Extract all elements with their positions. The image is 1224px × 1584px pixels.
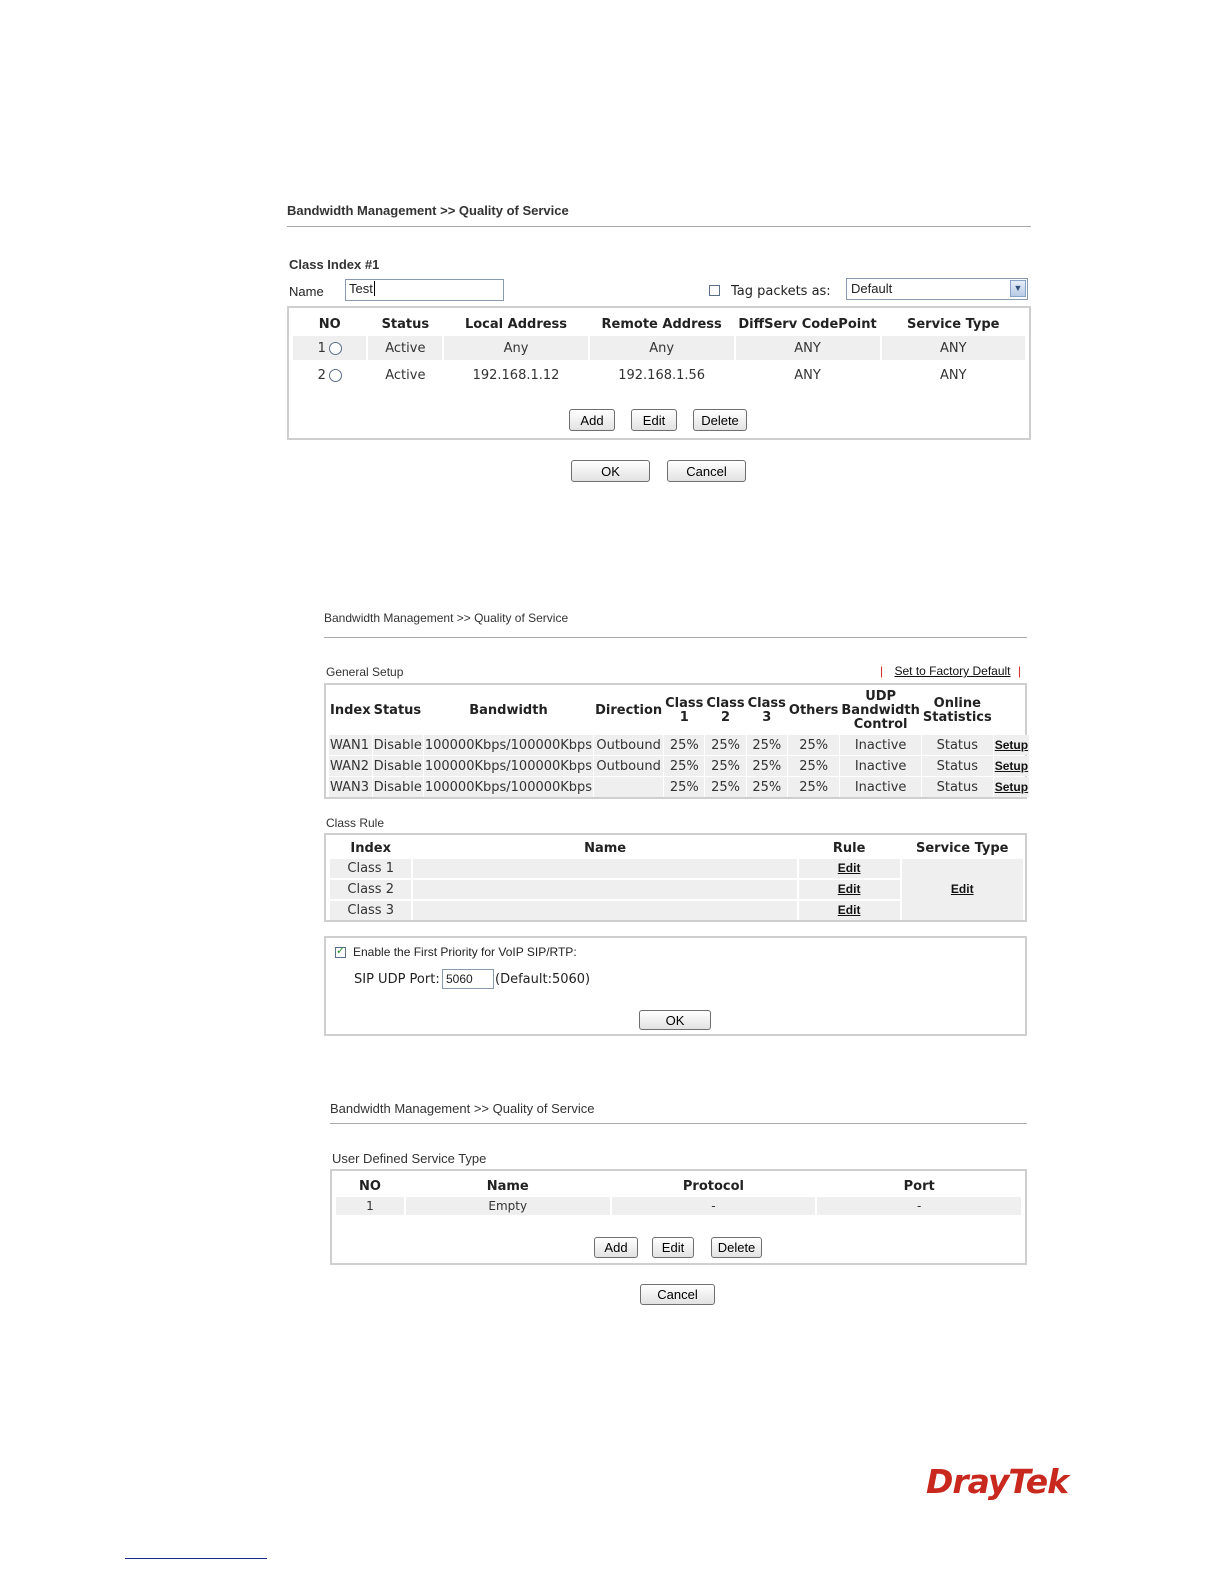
row-bandwidth: 100000Kbps/100000Kbps (424, 735, 593, 755)
row-others: 25% (788, 777, 840, 797)
row-setup (994, 756, 1029, 776)
header-no: NO (318, 316, 341, 332)
row-udp: Inactive (840, 777, 920, 797)
delete-button[interactable]: Delete (711, 1237, 762, 1258)
factory-default-group (880, 664, 1021, 678)
cancel-button[interactable]: Cancel (667, 460, 746, 482)
service-type-edit-link[interactable]: Edit (950, 882, 974, 896)
row-class3: 25% (747, 735, 787, 755)
class-rule-table (328, 837, 1025, 922)
separator: | (880, 664, 884, 678)
row-udp: Inactive (840, 735, 920, 755)
header-port: Port (903, 1178, 935, 1194)
row-local: Any (444, 336, 588, 360)
general-setup-table (328, 687, 1030, 798)
header-status: Status (381, 316, 430, 332)
check-icon: ✓ (336, 944, 346, 957)
voip-priority-checkbox[interactable] (335, 944, 346, 958)
row-index: WAN3 (329, 777, 372, 797)
row-class1: 25% (664, 777, 704, 797)
row-direction: Outbound (594, 756, 663, 776)
setup-link[interactable]: Setup (994, 758, 1029, 773)
row-index: Class 1 (330, 859, 411, 878)
cancel-button[interactable]: Cancel (640, 1284, 715, 1305)
user-defined-box (330, 1169, 1027, 1265)
header-class2: Class 2 (706, 696, 745, 725)
footer-line (125, 1558, 267, 1559)
row-no: 1 (293, 336, 366, 360)
service-type-cell (902, 859, 1024, 920)
user-defined-title: User Defined Service Type (332, 1151, 487, 1166)
header-diffserv: DiffServ CodePoint (738, 316, 877, 332)
class-rule-box (324, 833, 1027, 922)
ok-button[interactable]: OK (639, 1010, 711, 1030)
row-others: 25% (788, 756, 840, 776)
header-udp-bandwidth-control: UDP Bandwidth Control (841, 689, 920, 732)
general-setup-title: General Setup (326, 665, 404, 679)
table-row (293, 336, 1025, 360)
name-input[interactable]: Test (345, 279, 504, 301)
header-no: NO (358, 1178, 381, 1194)
tag-packets-label: Tag packets as: (731, 284, 831, 299)
voip-priority-label: Enable the First Priority for VoIP SIP/RTP: (353, 945, 577, 959)
general-setup-box (324, 683, 1027, 799)
row-status: Disable (373, 735, 423, 755)
sip-port-label: SIP UDP Port: (354, 972, 440, 987)
table-row (329, 735, 1029, 755)
row-select-radio[interactable] (329, 342, 342, 355)
row-statistics: Status (922, 735, 993, 755)
row-name (413, 859, 796, 878)
row-service: ANY (939, 367, 967, 383)
row-direction (594, 777, 663, 797)
rule-edit-link[interactable]: Edit (837, 903, 861, 917)
user-defined-table (334, 1175, 1023, 1217)
row-status: Active (385, 367, 426, 383)
row-index: WAN2 (329, 756, 372, 776)
row-index: WAN1 (329, 735, 372, 755)
breadcrumb: Bandwidth Management >> Quality of Service (330, 1101, 595, 1116)
row-remote: 192.168.1.56 (618, 367, 706, 383)
row-diffserv: ANY (736, 336, 880, 360)
ok-button[interactable]: OK (571, 460, 650, 482)
header-online-statistics: Online Statistics (922, 696, 992, 725)
name-label: Name (289, 284, 324, 299)
row-setup (994, 777, 1029, 797)
header-remote-address: Remote Address (601, 316, 722, 332)
divider (287, 226, 1031, 227)
header-name: Name (486, 1178, 529, 1194)
row-setup (994, 735, 1029, 755)
add-button[interactable]: Add (569, 409, 615, 431)
separator: | (1017, 664, 1021, 678)
header-index: Index (330, 703, 371, 718)
row-diffserv: ANY (794, 367, 821, 383)
row-status: Disable (373, 756, 423, 776)
header-direction: Direction (595, 703, 663, 718)
row-name (413, 901, 796, 920)
header-protocol: Protocol (682, 1178, 744, 1194)
table-row (336, 1197, 1021, 1215)
row-bandwidth: 100000Kbps/100000Kbps (424, 777, 593, 797)
row-class3: 25% (747, 777, 787, 797)
row-rule (799, 859, 900, 878)
row-bandwidth: 100000Kbps/100000Kbps (424, 756, 593, 776)
row-status: Disable (373, 777, 423, 797)
row-no: 2 (293, 362, 366, 388)
table-row (293, 362, 1025, 388)
setup-link[interactable]: Setup (994, 737, 1029, 752)
header-local-address: Local Address (464, 316, 568, 332)
sip-port-input[interactable]: 5060 (442, 969, 494, 989)
row-class1: 25% (664, 756, 704, 776)
row-statistics: Status (922, 756, 993, 776)
voip-box (324, 936, 1027, 1036)
row-class3: 25% (747, 756, 787, 776)
header-index: Index (350, 840, 391, 856)
header-rule: Rule (832, 840, 866, 856)
header-class1: Class 1 (665, 696, 704, 725)
row-class2: 25% (705, 777, 745, 797)
row-class2: 25% (705, 735, 745, 755)
edit-button[interactable]: Edit (652, 1237, 694, 1258)
row-port: - (817, 1197, 1021, 1215)
rule-edit-link[interactable]: Edit (837, 861, 861, 875)
row-class2: 25% (705, 756, 745, 776)
header-bandwidth: Bandwidth (469, 703, 548, 718)
setup-link[interactable]: Setup (994, 779, 1029, 794)
divider (324, 637, 1027, 638)
row-service: ANY (882, 336, 1026, 360)
header-name: Name (584, 840, 627, 856)
add-button[interactable]: Add (594, 1237, 638, 1258)
row-statistics: Status (922, 777, 993, 797)
breadcrumb: Bandwidth Management >> Quality of Service (287, 203, 569, 218)
row-protocol: - (612, 1197, 816, 1215)
set-factory-default-link[interactable]: Set to Factory Default (894, 664, 1011, 678)
table-row (330, 859, 1023, 878)
chevron-down-icon: ▼ (1010, 280, 1026, 297)
row-class1: 25% (664, 735, 704, 755)
rule-edit-link[interactable]: Edit (837, 882, 861, 896)
class-rule-title: Class Rule (326, 816, 385, 830)
row-udp: Inactive (840, 756, 920, 776)
class-rule-box (287, 306, 1031, 440)
header-status: Status (373, 703, 422, 718)
header-service-type: Service Type (907, 316, 1000, 332)
row-remote: Any (590, 336, 734, 360)
header-service-type: Service Type (916, 840, 1009, 856)
header-class3: Class 3 (747, 696, 786, 725)
breadcrumb: Bandwidth Management >> Quality of Service (324, 611, 569, 625)
draytek-logo: DrayTek (926, 1462, 1069, 1501)
row-index: Class 2 (330, 880, 411, 899)
header-setup (994, 688, 1029, 734)
row-status: Active (368, 336, 442, 360)
row-name (413, 880, 796, 899)
divider (330, 1123, 1027, 1124)
tag-packets-checkbox[interactable] (709, 285, 720, 296)
row-local: 192.168.1.12 (472, 367, 560, 383)
sip-port-default: (Default:5060) (495, 972, 591, 987)
tag-packets-select[interactable]: Default ▼ (846, 278, 1028, 300)
row-rule (799, 901, 900, 920)
row-select-radio[interactable] (329, 369, 342, 382)
row-direction: Outbound (594, 735, 663, 755)
row-index: Class 3 (330, 901, 411, 920)
class-index-title: Class Index #1 (289, 257, 380, 272)
row-no: 1 (336, 1197, 404, 1215)
row-rule (799, 880, 900, 899)
class-rule-table (291, 312, 1027, 390)
row-others: 25% (788, 735, 840, 755)
row-name: Empty (406, 1197, 610, 1215)
header-others: Others (788, 703, 839, 718)
edit-button[interactable]: Edit (631, 409, 677, 431)
table-row (329, 777, 1029, 797)
delete-button[interactable]: Delete (693, 409, 747, 431)
table-row (329, 756, 1029, 776)
